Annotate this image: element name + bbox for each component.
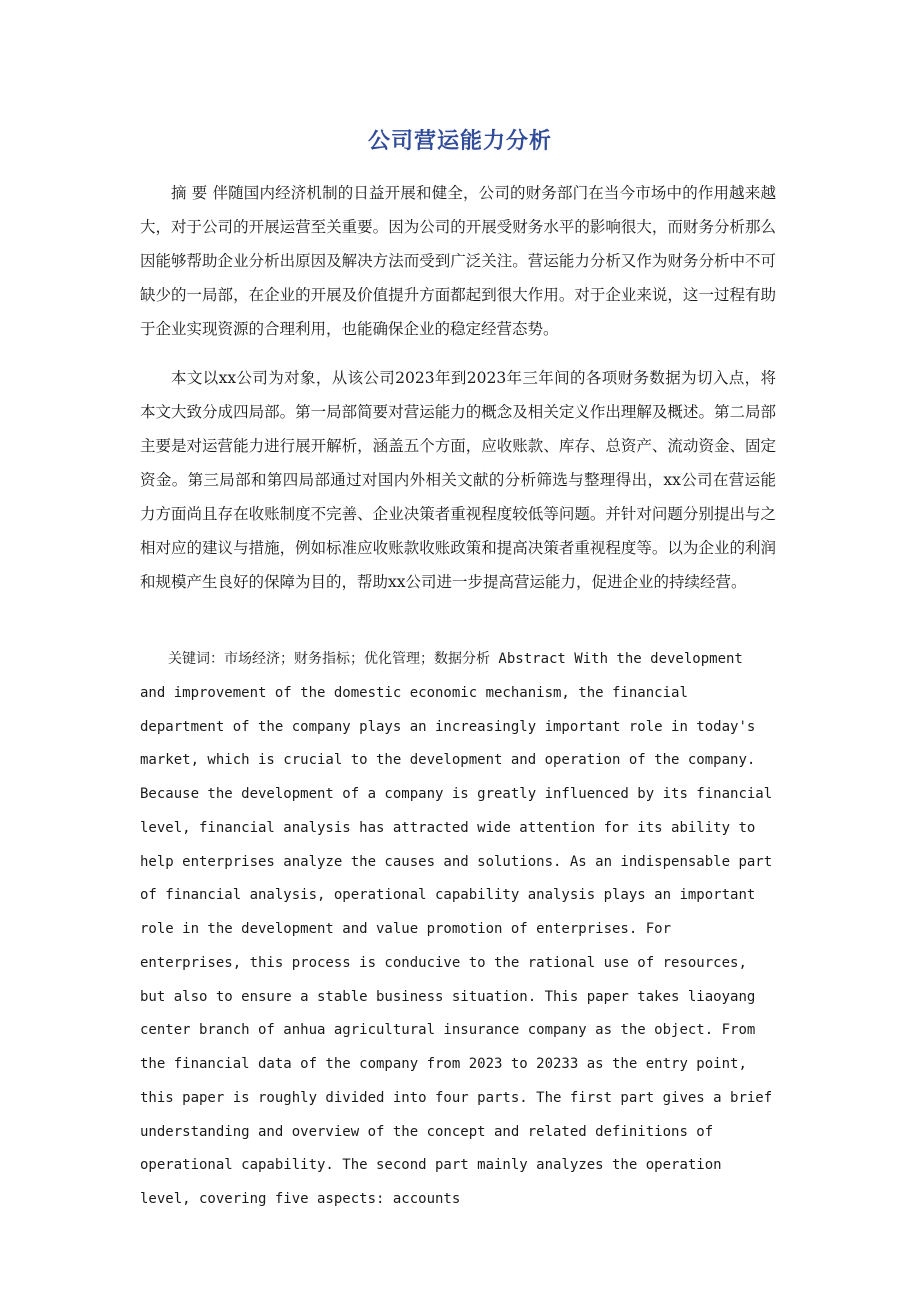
keywords-abstract-paragraph: 关键词：市场经济；财务指标；优化管理；数据分析 Abstract With the development and improvement of the domestic economic mechanism, the financial department of the company plays an increasingly important role in today's market, which is crucial to the development and operation of the company. Because the development of a company is greatly influenced by its financial level, financial analysis has attracted wide attention for its ability to help enterprises analyze the causes and solutions. As an indispensable part of financial analysis, operational capability analysis plays an important role in the development and value promotion of enterprises. For enterprises, this process is conducive to the rational use of resources, but also to ensure a stable business situation. This paper takes liaoyang center branch of anhua agricultural insurance company as the object. From the financial data of the company from 2023 to 20233 as the entry point, this paper is roughly divided into four parts. The first part gives a brief understanding and overview of the concept and related definitions of operational capability. The second part mainly analyzes the operation level, covering five aspects: accounts: [140, 651, 773, 1207]
intro-paragraph: 本文以xx公司为对象，从该公司2023年到2023年三年间的各项财务数据为切入点，将本文大致分成四局部。第一局部简要对营运能力的概念及相关定义作出理解及概述。第二局部主要是对运营能力进行展开解析，涵盖五个方面，应收账款、库存、总资产、流动资金、固定资金。第三局部和第四局部通过对国内外相关文献的分析筛选与整理得出，xx公司在营运能力方面尚且存在收账制度不完善、企业决策者重视程度较低等问题。并针对问题分别提出与之相对应的建议与措施，例如标准应收账款收账政策和提高决策者重视程度等。以为企业的利润和规模产生良好的保障为目的，帮助xx公司进一步提高营运能力，促进企业的持续经营。: [140, 369, 776, 591]
document-title: 公司营运能力分析: [367, 129, 552, 154]
abstract-paragraph: 摘 要 伴随国内经济机制的日益开展和健全，公司的财务部门在当今市场中的作用越来越大，对于公司的开展运营至关重要。因为公司的开展受财务水平的影响很大，而财务分析那么因能够帮助企业分析出原因及解决方法而受到广泛关注。营运能力分析又作为财务分析中不可缺少的一局部，在企业的开展及价值提升方面都起到很大作用。对于企业来说，这一过程有助于企业实现资源的合理利用，也能确保企业的稳定经营态势。: [140, 184, 776, 338]
